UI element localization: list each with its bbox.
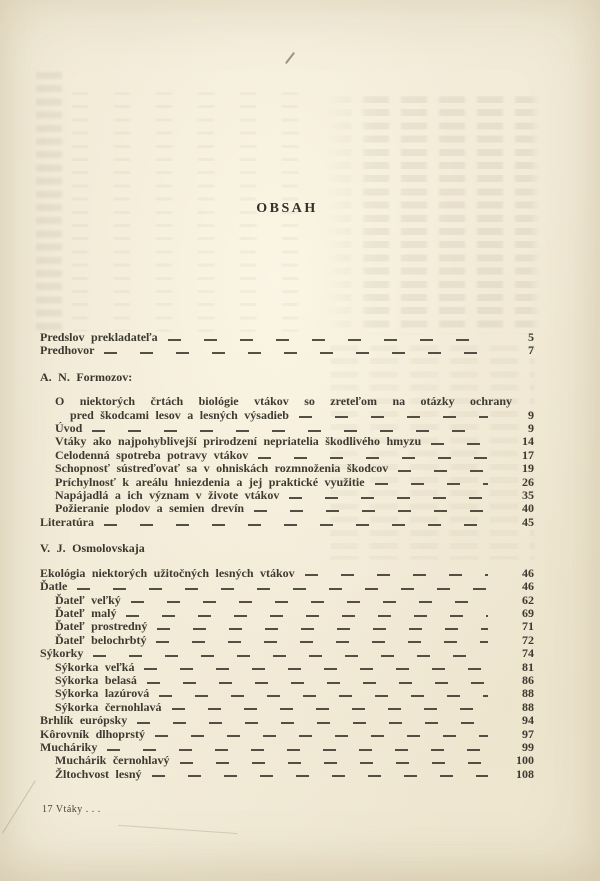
page-title: OBSAH: [256, 201, 318, 216]
toc-author-heading: V. J. Osmolovskaja: [40, 541, 145, 556]
toc-entry-page-number: 46: [522, 579, 534, 594]
scan-scratch-mark: [285, 52, 295, 64]
toc-entry: [40, 516, 534, 529]
toc-entry-page-number: 17: [522, 447, 534, 462]
toc-entry-label: Ďateľ belochrbtý: [55, 632, 147, 647]
toc-entry: [40, 462, 534, 475]
dash-leader: [144, 668, 488, 670]
toc-entry: [40, 714, 534, 727]
toc-entry: [40, 728, 534, 741]
toc-entry-page-number: 88: [522, 699, 534, 714]
toc-entry: [40, 489, 534, 502]
toc-entry-page-number: 62: [522, 592, 534, 607]
dash-leader: [77, 588, 488, 590]
toc-entry: [40, 502, 534, 515]
toc-entry-page-number: 81: [522, 659, 534, 674]
toc-entry-label: Sýkorka veľká: [55, 659, 135, 674]
signature-mark: 17 Vtáky . . .: [42, 804, 101, 815]
dash-leader: [157, 628, 488, 630]
toc-entry-label: Napájadlá a ich význam v živote vtákov: [55, 488, 280, 503]
toc-entry-page-number: 72: [522, 632, 534, 647]
dash-leader: [289, 497, 488, 499]
toc-entry-label: Sýkorka lazúrová: [55, 686, 150, 701]
toc-entry: [40, 409, 534, 422]
dash-leader: [375, 483, 488, 485]
toc-entry-label: Vtáky ako najpohyblivejší prirodzení nepriatelia škodlivého hmyzu: [55, 434, 422, 449]
toc-entry-page-number: 45: [522, 514, 534, 529]
dash-leader: [155, 735, 488, 737]
dash-leader: [159, 695, 488, 697]
dash-leader: [305, 574, 488, 576]
toc-entry-label: Sýkorka černohlavá: [55, 699, 162, 714]
dash-leader: [107, 749, 488, 751]
toc-entry-label: Mucháriky: [40, 739, 98, 754]
toc-entry-page-number: 5: [528, 330, 534, 344]
dash-leader: [172, 708, 488, 710]
dash-leader: [147, 682, 488, 684]
dash-leader: [258, 457, 488, 459]
dash-leader: [254, 510, 488, 512]
toc-entry-page-number: 108: [516, 766, 534, 781]
paper-crease-line: [118, 825, 238, 834]
dash-leader: [104, 352, 488, 354]
toc-entry-page-number: 40: [522, 501, 534, 516]
toc-entry-label: Brhlík európsky: [40, 713, 128, 728]
toc-entry: [40, 331, 534, 344]
toc-entry: [40, 449, 534, 462]
toc-entry: [40, 567, 534, 580]
dash-leader: [398, 470, 488, 472]
toc-entry-label: Príchylnosť k areálu hniezdenia a jej praktické využitie: [55, 474, 365, 489]
toc-entry-label: pred škodcami lesov a lesných výsadieb: [70, 407, 289, 422]
toc-entry-label: Kôrovník dlhoprstý: [40, 726, 145, 741]
toc-entry-label: Ďatle: [40, 579, 68, 594]
dash-leader: [92, 430, 488, 432]
toc-entry: [40, 607, 534, 620]
toc-entry: [40, 741, 534, 754]
toc-entry-page-number: 7: [528, 343, 534, 358]
toc-entry-page-number: 100: [516, 753, 534, 768]
toc-entry-label: Sýkorka belasá: [55, 672, 137, 687]
toc-entry: [40, 476, 534, 489]
toc-entry-page-number: 97: [522, 726, 534, 741]
dash-leader: [104, 524, 488, 526]
toc-entry-page-number: 71: [522, 619, 534, 634]
toc-entry-page-number: 9: [528, 407, 534, 422]
dash-leader: [168, 339, 488, 341]
toc-entry-label: Sýkorky: [40, 646, 84, 661]
dash-leader: [431, 443, 488, 445]
toc-entry: [40, 422, 534, 435]
toc-entry-page-number: 94: [522, 713, 534, 728]
toc-entry-page-number: 9: [528, 421, 534, 436]
dash-leader: [93, 655, 488, 657]
toc-entry-page-number: 74: [522, 646, 534, 661]
toc-entry-label: Ďateľ veľký: [55, 592, 121, 607]
toc-entry-label: Muchárik černohlavý: [55, 753, 170, 768]
toc-entry-label: Celodenná spotreba potravy vtákov: [55, 447, 249, 462]
toc-entry-label: Ďateľ prostredný: [55, 619, 148, 634]
toc-entry: [40, 674, 534, 687]
toc-entry-page-number: 88: [522, 686, 534, 701]
toc-entry-label: Požieranie plodov a semien drevín: [55, 501, 245, 516]
toc-entry-label: Úvod: [55, 421, 83, 436]
paper-crease-line: [2, 780, 36, 833]
dash-leader: [152, 775, 488, 777]
toc-entry: [40, 580, 534, 593]
toc-entry-page-number: 86: [522, 672, 534, 687]
toc-entry-page-number: 35: [522, 488, 534, 503]
toc-author-heading: A. N. Formozov:: [40, 369, 133, 384]
dash-leader: [299, 416, 488, 418]
toc-entry-page-number: 69: [522, 605, 534, 620]
toc-entry-label: Predhovor: [40, 343, 95, 358]
toc-entry: [40, 594, 534, 607]
toc-entry-label: Schopnosť sústreďovať sa v ohniskách rozmnoženia škodcov: [55, 461, 389, 476]
toc-entry-label: Ďateľ malý: [55, 605, 117, 620]
toc-entry-label-line1: O niektorých črtách biológie vtákov so zreteľom na otázky ochrany: [55, 394, 512, 409]
toc-entry: [40, 754, 534, 767]
toc-entry-label: Žltochvost lesný: [55, 766, 142, 781]
dash-leader: [131, 601, 488, 603]
dash-leader: [137, 722, 488, 724]
toc-entry-label: Literatúra: [40, 514, 94, 529]
toc-entry-label: Ekológia niektorých užitočných lesných vtákov: [40, 565, 295, 580]
toc-entry: [40, 687, 534, 700]
dash-leader: [156, 641, 488, 643]
toc-entry: [40, 620, 534, 633]
dash-leader: [180, 762, 489, 764]
toc-entry-page-number: 14: [522, 434, 534, 449]
toc-entry: [40, 344, 534, 357]
toc-entry: [40, 661, 534, 674]
toc-entry-page-number: 19: [522, 461, 534, 476]
toc-entry: [40, 768, 534, 781]
toc-entry: [40, 701, 534, 714]
dash-leader: [126, 615, 488, 617]
toc-entry-page-number: 99: [522, 739, 534, 754]
toc-entry-page-number: 26: [522, 474, 534, 489]
toc-entry: [40, 647, 534, 660]
toc-entry: [40, 634, 534, 647]
toc-entry-page-number: 46: [522, 565, 534, 580]
table-of-contents: [40, 331, 534, 781]
toc-entry-label: Predslov prekladateľa: [40, 330, 158, 344]
toc-entry: [40, 435, 534, 448]
